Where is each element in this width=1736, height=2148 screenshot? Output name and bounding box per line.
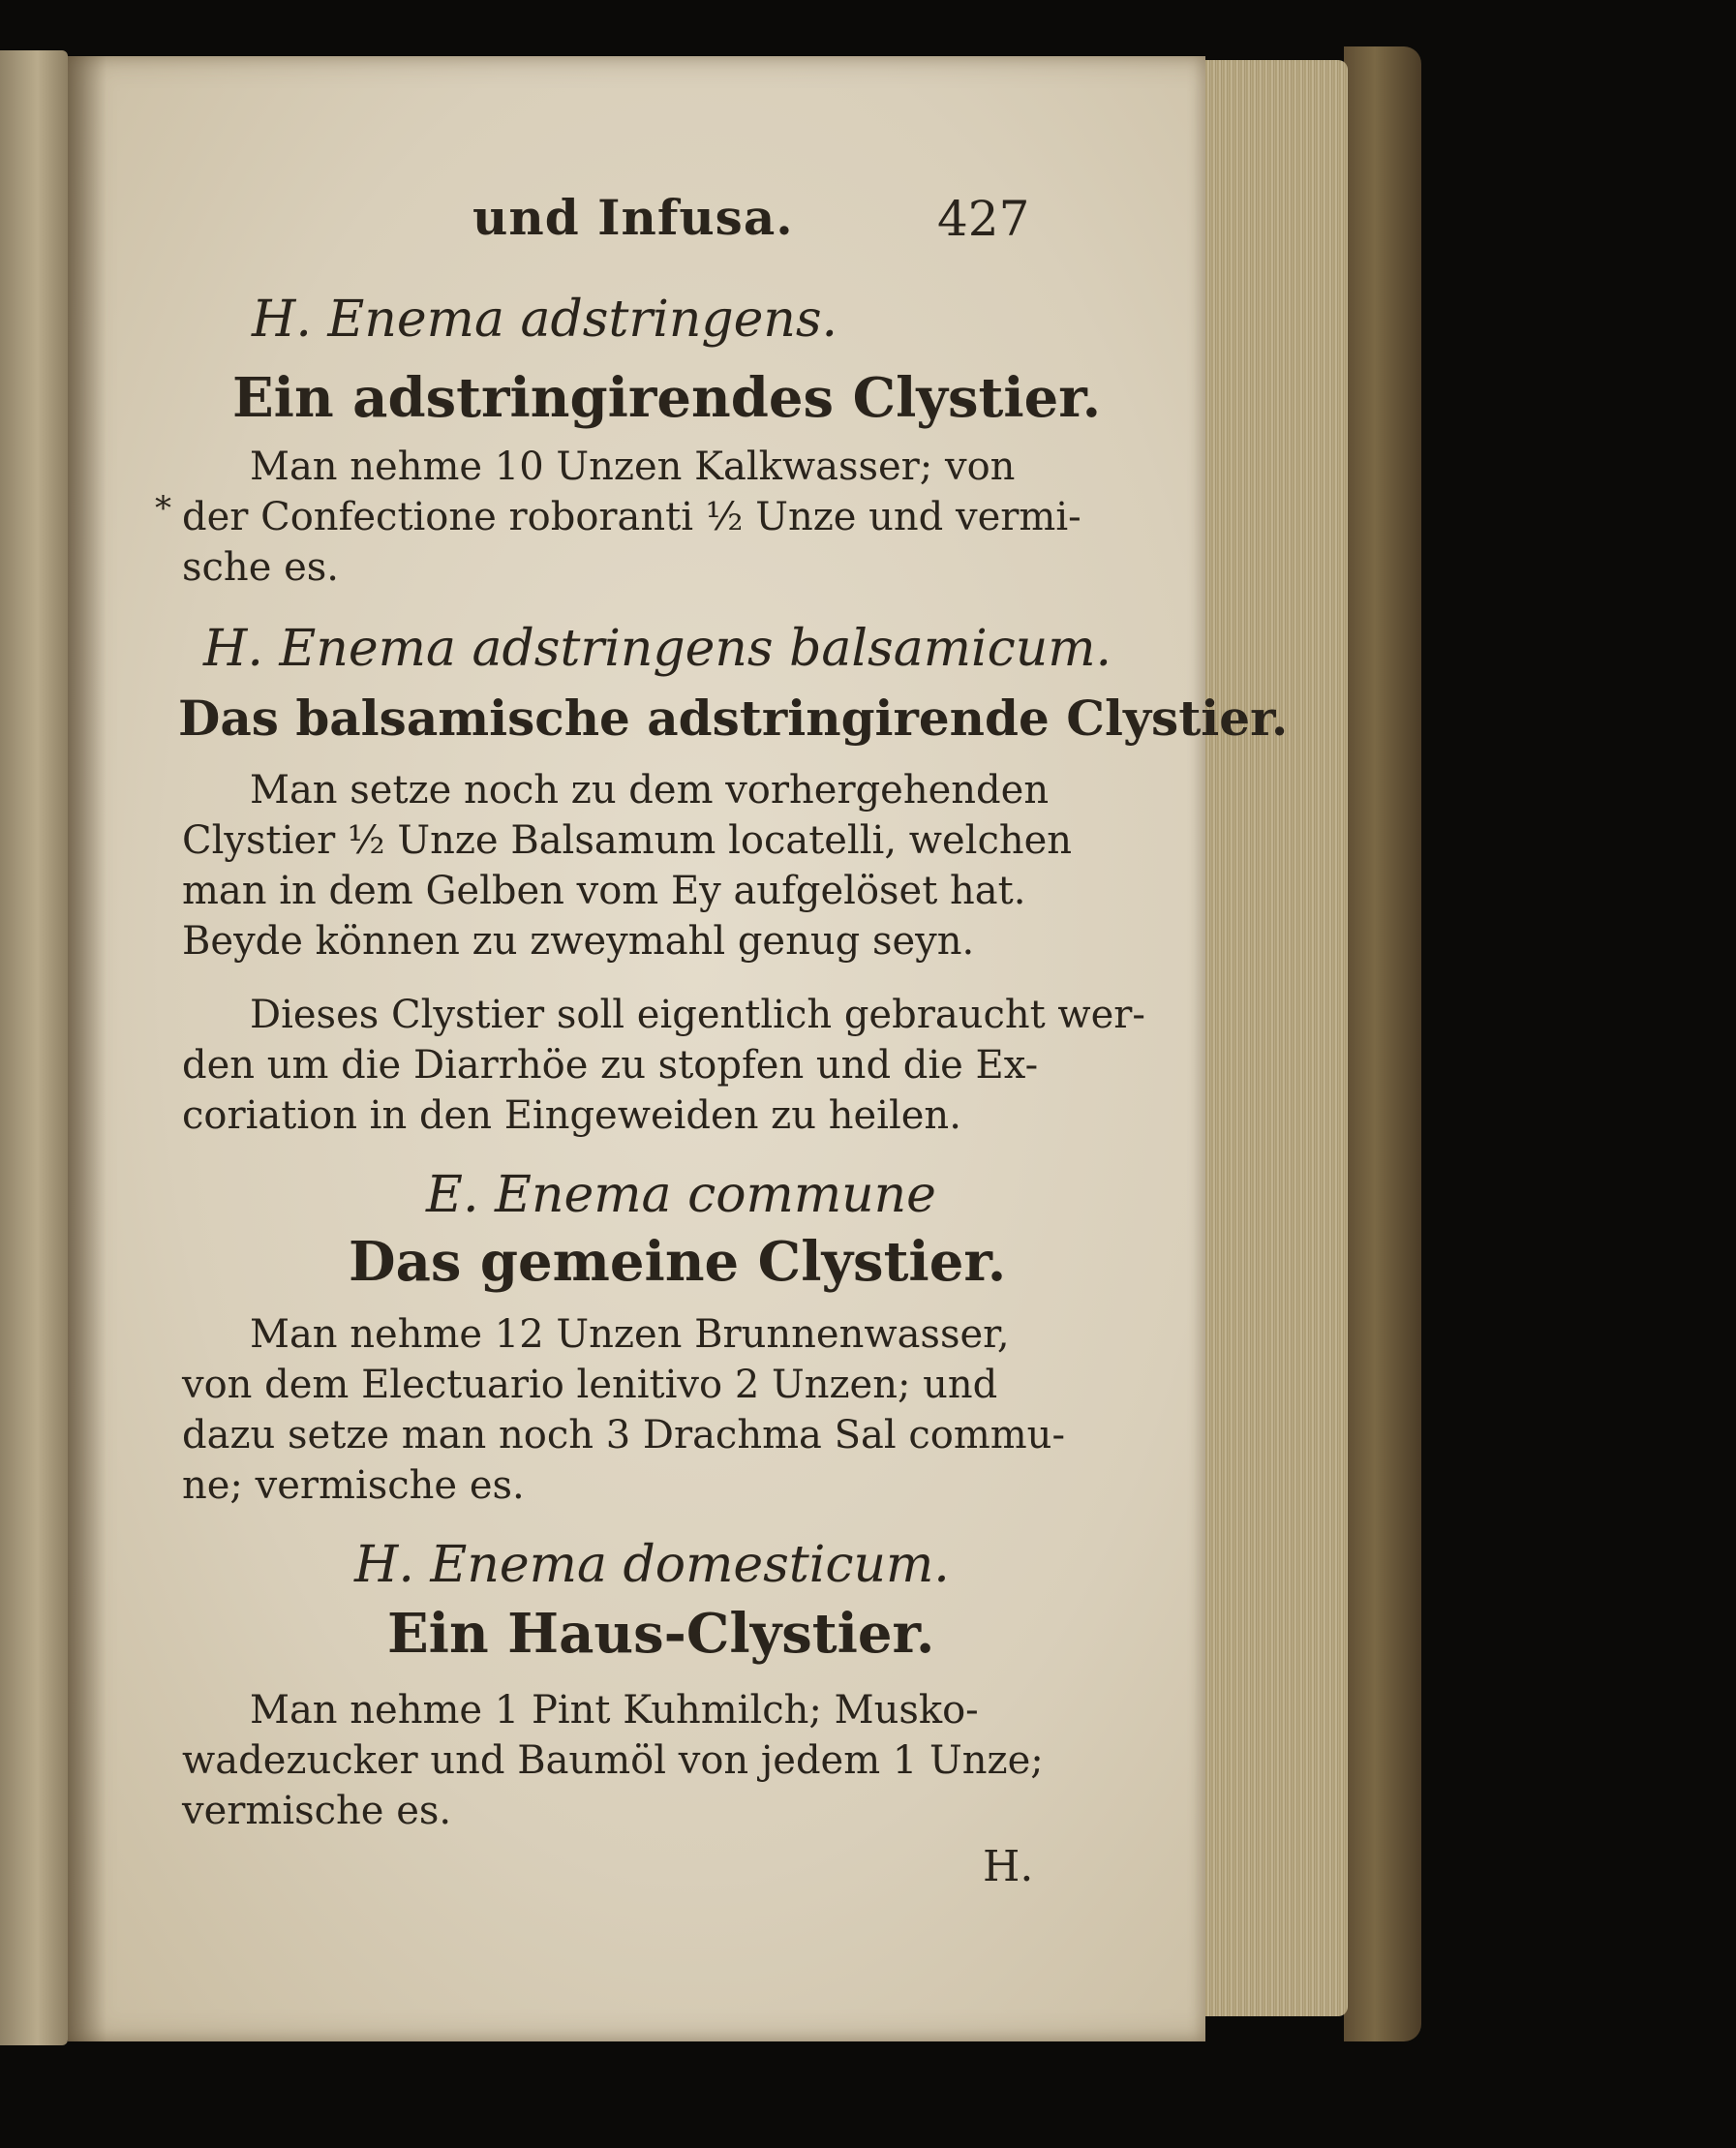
section-4-line-2: von dem Electuario lenitivo 2 Unzen; und	[182, 1363, 998, 1407]
facing-page-edge	[0, 50, 68, 2045]
section-2-line-4: Beyde können zu zweymahl genug seyn.	[182, 919, 975, 964]
section-5-german-title: Ein Haus-Clystier.	[387, 1602, 935, 1666]
section-1-german-title: Ein adstringirendes Clystier.	[232, 366, 1102, 430]
section-2-line-1: Man setze noch zu dem vorhergehenden	[250, 768, 1050, 813]
section-3-line-2: den um die Diarrhöe zu stopfen und die Ex-	[182, 1043, 1039, 1088]
section-2-latin-title: H. Enema adstringens balsamicum.	[203, 620, 1112, 678]
section-2-line-3: man in dem Gelben vom Ey aufgelöset hat.	[182, 869, 1026, 913]
book-cover	[1344, 46, 1421, 2041]
section-5-latin-title: H. Enema domesticum.	[354, 1536, 950, 1594]
page-number: 427	[937, 191, 1030, 247]
gutter-shadow	[68, 56, 107, 2041]
section-4-latin-title: E. Enema commune	[426, 1166, 936, 1224]
section-3-line-1: Dieses Clystier soll eigentlich gebraucht wer-	[250, 993, 1145, 1037]
margin-mark: *	[155, 489, 171, 528]
page-stack-edges	[1193, 60, 1348, 2016]
section-4-german-title: Das gemeine Clystier.	[349, 1230, 1007, 1294]
section-5-line-3: vermische es.	[182, 1789, 452, 1833]
section-5-line-1: Man nehme 1 Pint Kuhmilch; Musko-	[250, 1688, 979, 1733]
section-5-line-2: wadezucker und Baumöl von jedem 1 Unze;	[182, 1738, 1044, 1783]
section-1-line-1: Man nehme 10 Unzen Kalkwasser; von	[250, 445, 1016, 489]
section-4-line-4: ne; vermische es.	[182, 1463, 525, 1508]
section-1-latin-title: H. Enema adstringens.	[252, 291, 838, 349]
catchword: H.	[983, 1842, 1034, 1891]
section-1-line-3: sche es.	[182, 545, 339, 590]
section-4-line-1: Man nehme 12 Unzen Brunnenwasser,	[250, 1312, 1010, 1357]
section-2-german-title: Das balsamische adstringirende Clystier.	[178, 690, 1289, 747]
section-4-line-3: dazu setze man noch 3 Drachma Sal commu-	[182, 1413, 1065, 1458]
section-2-line-2: Clystier ½ Unze Balsamum locatelli, welchen	[182, 818, 1073, 863]
section-1-line-2: der Confectione roboranti ½ Unze und vermi-	[182, 495, 1081, 539]
running-title: und Infusa.	[472, 189, 794, 246]
section-3-line-3: coriation in den Eingeweiden zu heilen.	[182, 1093, 961, 1138]
